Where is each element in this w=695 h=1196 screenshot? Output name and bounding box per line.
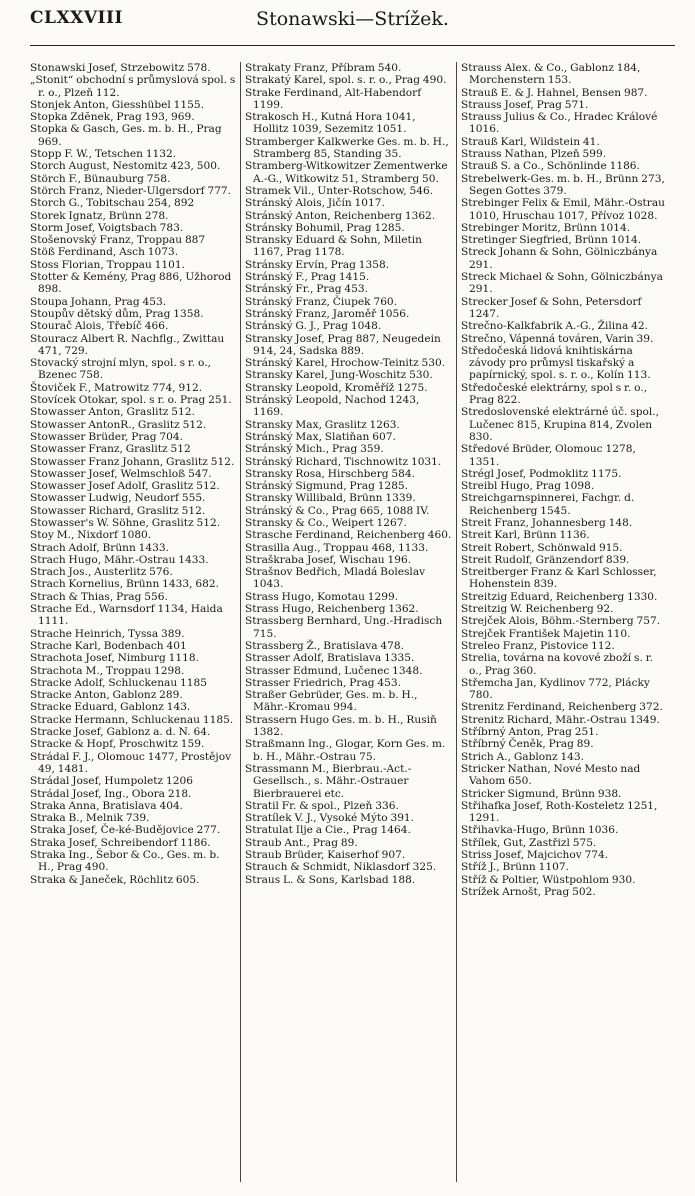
directory-entry: Stowasser Ludwig, Neudorf 555. bbox=[30, 492, 206, 505]
directory-entry: Streitzig W. Reichenberg 92. bbox=[461, 603, 614, 616]
directory-entry: Stopp F. W., Tetschen 1132. bbox=[30, 148, 177, 161]
directory-entry: Storch G., Tobitschau 254, 892 bbox=[30, 197, 195, 210]
directory-entry: Stransky Rosa, Hirschberg 584. bbox=[245, 467, 416, 480]
directory-entry: Strasilla Aug., Troppau 468, 1133. bbox=[245, 541, 429, 554]
directory-entry: Strach Kornelius, Brünn 1433, 682. bbox=[30, 578, 219, 591]
directory-entry: Stowasser Richard, Graslitz 512. bbox=[30, 504, 206, 517]
directory-entry: Strachota M., Troppau 1298. bbox=[30, 664, 185, 677]
directory-entry: Stracke Hermann, Schluckenau 1185. bbox=[30, 713, 234, 726]
directory-entry: Strache Heinrich, Tyssa 389. bbox=[30, 627, 185, 640]
directory-entry: Straka B., Melnik 739. bbox=[30, 812, 150, 825]
directory-entry: Strelia, továrna na kovové zboží s. r. o., Prag 360. bbox=[461, 652, 653, 677]
column-left bbox=[30, 62, 236, 1182]
directory-entry: Streleo Franz, Pistovice 112. bbox=[461, 639, 615, 652]
directory-entry: Strejček František Majetin 110. bbox=[461, 627, 631, 640]
directory-entry: Stourač Alois, Třebíč 466. bbox=[30, 320, 169, 333]
directory-entry: Storek Ignatz, Brünn 278. bbox=[30, 209, 169, 222]
directory-entry: Strádal F. J., Olomouc 1477, Prostějov 49, 1481. bbox=[30, 750, 232, 775]
directory-entry: Straškraba Josef, Wischau 196. bbox=[245, 553, 412, 566]
directory-entry: Stopka & Gasch, Ges. m. b. H., Prag 969. bbox=[30, 123, 222, 148]
directory-entry: Strach Hugo, Mähr.-Ostrau 1433. bbox=[30, 553, 209, 566]
directory-entry: Straßmann Ing., Glogar, Korn Ges. m. b. H., Mähr.-Ostrau 75. bbox=[245, 738, 446, 763]
directory-entry: Strečno, Vápenná továren, Varin 39. bbox=[461, 332, 654, 345]
directory-entry: Stouracz Albert R. Nachflg., Zwittau 471, 729. bbox=[30, 332, 225, 357]
directory-entry: Stránský Max, Slatiňan 607. bbox=[245, 430, 396, 443]
column-right bbox=[461, 62, 668, 1182]
directory-entry: Strauch & Schmidt, Niklasdorf 325. bbox=[245, 861, 437, 874]
directory-entry: Straka Anna, Bratislava 404. bbox=[30, 799, 184, 812]
directory-entry: Strebinger Moritz, Brünn 1014. bbox=[461, 221, 631, 234]
directory-entry: Stotter & Kemény, Prag 886, Užhorod 898. bbox=[30, 271, 232, 296]
page-header bbox=[30, 8, 675, 40]
directory-entry: Straka Josef, Schreibendorf 1186. bbox=[30, 836, 211, 849]
directory-entry: Straus L. & Sons, Karlsbad 188. bbox=[245, 873, 416, 886]
directory-entry: Streichgarnspinnerei, Fachgr. d. Reichenberg 1545. bbox=[461, 492, 635, 517]
directory-entry: Stříž J., Brünn 1107. bbox=[461, 861, 569, 874]
directory-entry: Stransky Karel, Jung-Woschitz 530. bbox=[245, 369, 433, 382]
directory-entry: Storch August, Nestomitz 423, 500. bbox=[30, 160, 221, 173]
directory-entry: Streibl Hugo, Prag 1098. bbox=[461, 480, 595, 493]
directory-entry: Strauß S. a Co., Schönlinde 1186. bbox=[461, 160, 640, 173]
directory-entry: Strádal Josef, Humpoletz 1206 bbox=[30, 775, 193, 788]
directory-entry: Střihavka-Hugo, Brünn 1036. bbox=[461, 824, 619, 837]
directory-entry: Strasche Ferdinand, Reichenberg 460. bbox=[245, 529, 452, 542]
directory-entry: Strach Adolf, Brünn 1433. bbox=[30, 541, 170, 554]
directory-entry: Stowasser Josef Adolf, Graslitz 512. bbox=[30, 480, 220, 493]
directory-entry: Strassmann M., Bierbrau.-Act.-Gesellsch., s. Mähr.-Ostrauer Bierbrauerei etc. bbox=[245, 762, 412, 800]
directory-entry: Strégl Josef, Podmoklitz 1175. bbox=[461, 467, 622, 480]
directory-entry: Strass Hugo, Komotau 1299. bbox=[245, 590, 399, 603]
directory-entry: Strenitz Ferdinand, Reichenberg 372. bbox=[461, 701, 663, 714]
directory-entry: Striss Josef, Majcichov 774. bbox=[461, 849, 609, 861]
directory-entry: Stramberg-Witkowitzer Zementwerke A.-G., Witkowitz 51, Stramberg 50. bbox=[245, 160, 448, 185]
directory-entry: Strebelwerk-Ges. m. b. H., Brünn 273, Segen Gottes 379. bbox=[461, 172, 665, 197]
directory-entry: Stretinger Siegfried, Brünn 1014. bbox=[461, 234, 642, 247]
directory-entry: Stoupův dětský dům, Prag 1358. bbox=[30, 307, 204, 320]
page-title: Stonawski—Strížek. bbox=[256, 8, 449, 30]
directory-entry: Strakatý Karel, spol. s. r. o., Prag 490. bbox=[245, 74, 447, 87]
column-divider bbox=[240, 62, 241, 1182]
directory-entry: Strauss Julius & Co., Hradec Králové 1016. bbox=[461, 111, 658, 136]
directory-entry: Straßer Gebrüder, Ges. m. b. H., Mähr.-Kromau 994. bbox=[245, 689, 418, 714]
directory-entry: Stowasser AntonR., Graslitz 512. bbox=[30, 418, 207, 431]
directory-entry: Stránský Franz, Čiupek 760. bbox=[245, 295, 398, 308]
directory-entry: Stracke Josef, Gablonz a. d. N. 64. bbox=[30, 726, 211, 739]
directory-entry: Strenitz Richard, Mähr.-Ostrau 1349. bbox=[461, 713, 660, 726]
directory-entry: Stredoslovenské elektrárné úč. spol., Lučenec 815, Krupina 814, Zvolen 830. bbox=[461, 406, 659, 443]
directory-entry: Stříž & Poltier, Wüstpohlom 930. bbox=[461, 873, 636, 886]
directory-entry: Středočeská lidová knihtiskárna závody pro průmysl tiskařský a papírnický, spol. s. r. o., Kolín 113. bbox=[461, 344, 651, 382]
directory-entry: Stransky Eduard & Sohn, Miletin 1167, Prag 1178. bbox=[245, 234, 422, 259]
directory-entry: Strasser Adolf, Bratislava 1335. bbox=[245, 652, 415, 665]
directory-entry: Strebinger Felix & Emil, Mähr.-Ostrau 1010, Hruschau 1017, Přívoz 1028. bbox=[461, 197, 665, 222]
directory-entry: Stramek Vil., Unter-Rotschow, 546. bbox=[245, 184, 434, 197]
directory-entry: Stránský Anton, Reichenberg 1362. bbox=[245, 209, 436, 222]
directory-entry: Strádal Josef, Ing., Obora 218. bbox=[30, 787, 192, 800]
directory-entry: Strasser Edmund, Lučenec 1348. bbox=[245, 664, 423, 677]
directory-entry: Stowasser Franz, Graslitz 512 bbox=[30, 443, 191, 456]
directory-entry: Střílek, Gut, Zastřizl 575. bbox=[461, 836, 597, 849]
directory-entry: Strasser Friedrich, Prag 453. bbox=[245, 676, 402, 689]
directory-entry: Straka Josef, Če-ké-Budějovice 277. bbox=[30, 824, 221, 837]
directory-entry: Stránský Alois, Jičín 1017. bbox=[245, 197, 385, 210]
directory-entry: Strížek Arnošt, Prag 502. bbox=[461, 885, 596, 898]
directory-entry: Stransky Josef, Prag 887, Neugedein 914, 24, Sadska 889. bbox=[245, 332, 441, 357]
directory-entry: Strich A., Gablonz 143. bbox=[461, 750, 585, 763]
directory-entry: Stricker Sigmund, Brünn 938. bbox=[461, 787, 622, 800]
directory-entry: Stránský Franz, Jaroměř 1056. bbox=[245, 307, 410, 320]
directory-entry: Strašnov Bedřich, Mladá Boleslav 1043. bbox=[245, 566, 426, 591]
directory-entry: Stříbrný Anton, Prag 251. bbox=[461, 726, 599, 739]
directory-entry: Strauß Karl, Wildstein 41. bbox=[461, 135, 600, 148]
directory-entry: Středové Brüder, Olomouc 1278, 1351. bbox=[461, 443, 636, 468]
directory-entry: Stöß Ferdinand, Asch 1073. bbox=[30, 246, 179, 259]
directory-entry: Stowasser's W. Söhne, Graslitz 512. bbox=[30, 516, 221, 529]
directory-entry: Strakosch H., Kutná Hora 1041, Hollitz 1039, Sezemitz 1051. bbox=[245, 111, 416, 136]
directory-entry: Strassberg Ž., Bratislava 478. bbox=[245, 639, 405, 652]
directory-entry: Streit Karl, Brünn 1136. bbox=[461, 529, 590, 542]
directory-entry: Stramberger Kalkwerke Ges. m. b. H., Stramberg 85, Standing 35. bbox=[245, 135, 449, 161]
directory-entry: Stonawski Josef, Strzebowitz 578. bbox=[30, 62, 211, 74]
directory-entry: Stowasser Josef, Welmschloß 547. bbox=[30, 467, 212, 480]
directory-entry: Stránsky Ervín, Prag 1358. bbox=[245, 258, 390, 271]
directory-entry: Streck Johann & Sohn, Gölniczbánya 291. bbox=[461, 246, 658, 271]
directory-entry: Storm Josef, Voigtsbach 783. bbox=[30, 221, 184, 234]
directory-entry: Streit Robert, Schönwald 915. bbox=[461, 541, 623, 554]
directory-entry: Strauss Josef, Prag 571. bbox=[461, 98, 589, 111]
directory-entry: Strassern Hugo Ges. m. b. H., Rusiň 1382. bbox=[245, 713, 437, 739]
directory-entry: Straka Ing., Šebor & Co., Ges. m. b. H., Prag 490. bbox=[30, 849, 220, 874]
directory-entry: Stránský Mich., Prag 359. bbox=[245, 443, 384, 456]
directory-entry: Stránský G. J., Prag 1048. bbox=[245, 320, 382, 333]
directory-entry: Středočeské elektrárny, spol s r. o., Prag 822. bbox=[461, 381, 648, 407]
directory-entry: Stoy M., Nixdorf 1080. bbox=[30, 529, 152, 542]
directory-entry: Stowasser Franz Johann, Graslitz 512. bbox=[30, 455, 235, 468]
directory-entry: Strach & Thias, Prag 556. bbox=[30, 590, 168, 603]
directory-entry: „Stonit“ obchodní s průmyslová spol. s r. o., Plzeň 112. bbox=[30, 74, 236, 99]
directory-entry: Stránský Karel, Hrochow-Teinitz 530. bbox=[245, 357, 446, 370]
directory-entry: Stracke & Hopf, Proschwitz 159. bbox=[30, 738, 205, 751]
directory-entry: Střihafka Josef, Roth-Kosteletz 1251, 1291. bbox=[461, 799, 658, 825]
directory-entry: Strassberg Bernhard, Ung.-Hradisch 715. bbox=[245, 615, 443, 640]
directory-entry: Strache Ed., Warnsdorf 1134, Haida 1111. bbox=[30, 603, 223, 628]
directory-entry: Strakaty Franz, Příbram 540. bbox=[245, 62, 402, 74]
directory-entry: Straub Brüder, Kaiserhof 907. bbox=[245, 849, 406, 861]
header-rule bbox=[30, 45, 675, 46]
directory-entry: Strake Ferdinand, Alt-Habendorf 1199. bbox=[245, 86, 422, 111]
directory-entry: Stransky Leopold, Kroměříž 1275. bbox=[245, 381, 428, 394]
directory-entry: Streitberger Franz & Karl Schlosser, Hohenstein 839. bbox=[461, 566, 657, 591]
directory-entry: Stránsky Bohumil, Prag 1285. bbox=[245, 221, 405, 234]
directory-entry: Stransky Willibald, Brünn 1339. bbox=[245, 492, 416, 505]
directory-entry: Straka & Janeček, Röchlitz 605. bbox=[30, 873, 200, 886]
directory-entry: Střemcha Jan, Kydlinov 772, Plácky 780. bbox=[461, 676, 650, 702]
directory-entry: Strass Hugo, Reichenberg 1362. bbox=[245, 603, 419, 616]
directory-entry: Strache Karl, Bodenbach 401 bbox=[30, 639, 187, 652]
directory-entry: Strauss Nathan, Plzeň 599. bbox=[461, 148, 607, 161]
directory-entry: Stoss Florian, Troppau 1101. bbox=[30, 258, 185, 271]
directory-entry: Stowasser Anton, Graslitz 512. bbox=[30, 406, 195, 419]
directory-entry: Stracke Adolf, Schluckenau 1185 bbox=[30, 676, 207, 689]
directory-entry: Stříbrný Čeněk, Prag 89. bbox=[461, 738, 594, 751]
directory-entry: Stovacký strojní mlyn, spol. s r. o., Bzenec 758. bbox=[30, 357, 211, 382]
directory-entry: Störch F., Bünauburg 758. bbox=[30, 172, 171, 185]
column-divider bbox=[456, 62, 457, 1182]
directory-entry: Stoupa Johann, Prag 453. bbox=[30, 295, 167, 308]
directory-entry: Stošenovský Franz, Troppau 887 bbox=[30, 234, 206, 247]
directory-entry: Stránský Leopold, Nachod 1243, 1169. bbox=[245, 394, 420, 419]
directory-entry: Stowasser Brüder, Prag 704. bbox=[30, 430, 183, 443]
directory-entry: Stovícek Otokar, spol. s r. o. Prag 251. bbox=[30, 394, 232, 407]
directory-entry: Stransky Max, Graslitz 1263. bbox=[245, 418, 400, 431]
directory-entry: Strečno-Kalkfabrik A.-G., Žilina 42. bbox=[461, 320, 649, 333]
directory-entry: Stricker Nathan, Nové Mesto nad Vahom 650. bbox=[461, 762, 641, 788]
directory-entry: Streit Franz, Johannesberg 148. bbox=[461, 516, 633, 529]
directory-entry: Stratílek V. J., Vysoké Mýto 391. bbox=[245, 812, 415, 825]
column-middle bbox=[245, 62, 452, 1182]
page-number: CLXXVIII bbox=[30, 8, 123, 28]
directory-entry: Strauss Alex. & Co., Gablonz 184, Morchenstern 153. bbox=[461, 62, 641, 87]
directory-entry: Strachota Josef, Nimburg 1118. bbox=[30, 652, 199, 665]
directory-entry: Strecker Josef & Sohn, Petersdorf 1247. bbox=[461, 295, 642, 320]
directory-entry: Stránský & Co., Prag 665, 1088 IV. bbox=[245, 504, 430, 517]
directory-entry: Stránský Fr., Prag 453. bbox=[245, 283, 369, 296]
directory-entry: Stransky & Co., Weipert 1267. bbox=[245, 516, 407, 529]
directory-entry: Streck Michael & Sohn, Gölniczbánya 291. bbox=[461, 271, 663, 296]
directory-entry: Strejček Alois, Böhm.-Sternberg 757. bbox=[461, 615, 661, 628]
directory-entry: Stopka Zdĕnek, Prag 193, 969. bbox=[30, 111, 195, 124]
directory-entry: Stránský Richard, Tischnowitz 1031. bbox=[245, 455, 442, 468]
directory-entry: Stratulat Ilje a Cie., Prag 1464. bbox=[245, 824, 411, 837]
directory-entry: Störch Franz, Nieder-Ulgersdorf 777. bbox=[30, 184, 232, 197]
directory-entry: Stonjek Anton, Giesshübel 1155. bbox=[30, 98, 204, 111]
directory-entry: Streit Rudolf, Gränzendorf 839. bbox=[461, 553, 630, 566]
directory-entry: Strauß E. & J. Hahnel, Bensen 987. bbox=[461, 86, 648, 99]
directory-entry: Štoviček F., Matrowitz 774, 912. bbox=[30, 381, 203, 394]
directory-entry: Stracke Anton, Gablonz 289. bbox=[30, 689, 183, 702]
directory-entry: Stránský F., Prag 1415. bbox=[245, 271, 370, 284]
directory-entry: Stránský Sigmund, Prag 1285. bbox=[245, 480, 409, 493]
directory-entry: Strach Jos., Austerlitz 576. bbox=[30, 566, 173, 579]
directory-entry: Straub Ant., Prag 89. bbox=[245, 836, 358, 849]
directory-entry: Stracke Eduard, Gablonz 143. bbox=[30, 701, 191, 714]
directory-entry: Stratil Fr. & spol., Plzeň 336. bbox=[245, 799, 399, 812]
directory-entry: Streitzig Eduard, Reichenberg 1330. bbox=[461, 590, 658, 603]
